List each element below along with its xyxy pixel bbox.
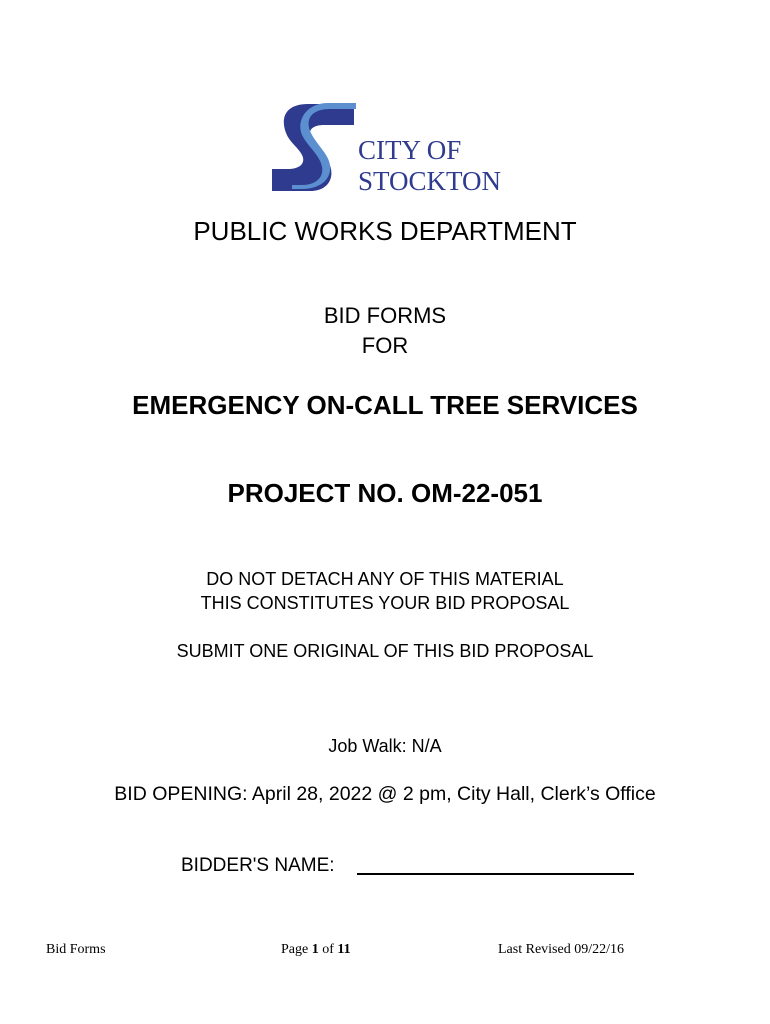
logo-city-of: CITY OF	[358, 135, 462, 165]
job-walk: Job Walk: N/A	[328, 736, 442, 756]
notice-line-1: DO NOT DETACH ANY OF THIS MATERIAL	[206, 569, 564, 589]
document-title: EMERGENCY ON-CALL TREE SERVICES	[132, 390, 638, 420]
logo-stockton: STOCKTON	[358, 166, 502, 196]
bidder-name-label: BIDDER'S NAME:	[181, 855, 335, 876]
page-total: 11	[337, 942, 351, 957]
notice-line-3: SUBMIT ONE ORIGINAL OF THIS BID PROPOSAL	[176, 641, 594, 661]
department-heading: PUBLIC WORKS DEPARTMENT	[193, 216, 577, 246]
for-heading: FOR	[361, 333, 409, 358]
stockton-s-logo-icon	[272, 103, 356, 195]
bid-forms-heading: BID FORMS	[323, 303, 447, 328]
city-logo	[272, 103, 512, 195]
notice-line-2: THIS CONSTITUTES YOUR BID PROPOSAL	[200, 593, 570, 613]
page-prefix: Page	[281, 942, 312, 957]
bidder-name-field[interactable]	[357, 873, 634, 875]
bid-opening: BID OPENING: April 28, 2022 @ 2 pm, City Hall, Clerk’s Office	[114, 783, 656, 805]
footer-left: Bid Forms	[46, 942, 106, 957]
project-number: PROJECT NO. OM-22-051	[227, 478, 543, 508]
footer-right: Last Revised 09/22/16	[498, 942, 624, 957]
page-current: 1	[311, 942, 319, 957]
page-of: of	[318, 942, 338, 957]
footer-page-number	[281, 942, 351, 958]
